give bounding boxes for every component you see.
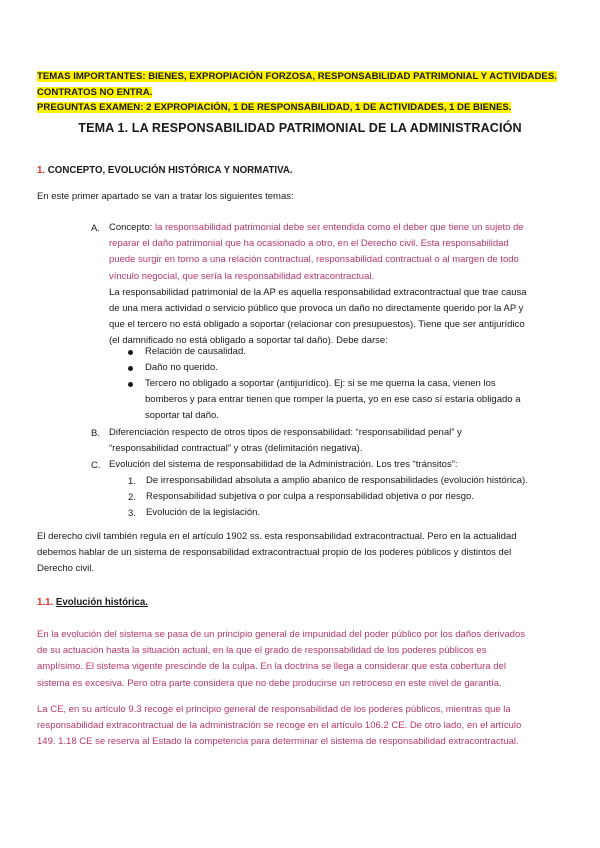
section-1-1-heading <box>37 597 148 608</box>
item-a-definition <box>109 220 559 350</box>
item-a-pink-line: puede surgir en torno a una relación contractual, responsabilidad contractual o al margen de todo <box>109 254 519 266</box>
paragraph-line: debemos hablar de un sistema de responsabilidad extracontractual propio de los poderes públicos y distintos del <box>37 547 512 559</box>
bullet-text: Relación de causalidad. <box>145 346 246 357</box>
paragraph-line: El derecho civil también regula en el artículo 1902 ss. esta responsabilidad extracontractual. Pero en la actualidad <box>37 531 517 542</box>
item-a-body-line: (el damnificado no está obligado a soportar tal daño). Debe darse: <box>109 335 388 347</box>
item-c-sub-number: 3. <box>128 508 136 519</box>
paragraph-line: La CE, en su artículo 9.3 recoge el principio general de responsabilidad de los poderes públicos, mientras que la <box>37 704 511 715</box>
paragraph-line: sistema es excesiva. Pero otra parte considera que no debe producirse un retroceso en este nivel de garantía. <box>37 677 502 689</box>
bullet-text: Daño no querido. <box>145 362 218 373</box>
section-1-1-number: 1.1. <box>37 597 54 608</box>
item-a-body-line: que el tercero no está obligado a soportar (relacionar con presupuestos). Tiene que ser antijurídico <box>109 319 525 331</box>
civil-law-paragraph <box>37 529 560 578</box>
notes-line-2: CONTRATOS NO ENTRA. <box>37 86 153 98</box>
section-1-number: 1. <box>37 165 46 176</box>
item-b-text <box>109 425 559 457</box>
item-a-body-line: La responsabilidad patrimonial de la AP es aquella responsabilidad extracontractual que trae causa <box>109 286 527 298</box>
item-a-pink-line: reparar el daño patrimonial que ha ocasionado a otro, en el Derecho civil. Esta responsabilidad <box>109 238 509 250</box>
item-a-body-line: de una mera actividad o servicio público que provoca un daño no directamente querido por la AP y <box>109 303 524 315</box>
item-c-sub-text: Evolución de la legislación. <box>146 507 261 518</box>
bullet-icon <box>128 350 133 355</box>
item-b-line: “responsabilidad contractual” y otras (delimitación negativa). <box>109 443 363 455</box>
intro-text: En este primer apartado se van a tratar los siguientes temas: <box>37 191 294 202</box>
item-c-sub-number: 1. <box>128 476 136 487</box>
bullet-icon <box>128 366 133 371</box>
notes-line-1: TEMAS IMPORTANTES: BIENES, EXPROPIACIÓN FORZOSA, RESPONSABILIDAD PATRIMONIAL Y ACTIVIDADES. <box>37 71 557 82</box>
bullet-text <box>145 376 559 425</box>
section-1-1-title: Evolución histórica. <box>55 597 148 608</box>
item-a-pink-line: la responsabilidad patrimonial debe ser entendida como el deber que tiene un sujeto de <box>154 222 524 233</box>
section-1-title: CONCEPTO, EVOLUCIÓN HISTÓRICA Y NORMATIVA. <box>47 165 293 176</box>
bullet-line: Tercero no obligado a soportar (antijurídico). Ej: si se me quema la casa, vienen los <box>145 378 496 389</box>
item-c-sub-text: Responsabilidad subjetiva o por culpa a responsabilidad objetiva o por riesgo. <box>146 491 474 502</box>
section-1-heading <box>37 165 293 176</box>
bullet-line: soportar tal daño. <box>145 410 219 422</box>
paragraph-line: amplísimo. El sistema vigente prescinde de la culpa. En la doctrina se llega a considerar que esta cobertura del <box>37 661 506 673</box>
item-a-label: Concepto: <box>109 222 155 233</box>
highlighted-notes <box>37 69 557 116</box>
paragraph-line: 149. 1.18 CE se reserva al Estado la competencia para determinar el sistema de responsabilidad extracontractual. <box>37 736 519 748</box>
item-c-sub-number: 2. <box>128 492 136 503</box>
paragraph-line: responsabilidad extracontractual de la administración se recoge en el artículo 106.2 CE. De otro lado, en el artículo <box>37 720 522 732</box>
item-a-pink-line: vínculo negocial, que sería la responsabilidad extracontractual. <box>109 270 375 282</box>
paragraph-line: de su actuación hasta la situación actual, en la que el grado de responsabilidad de los poderes públicos es <box>37 645 487 657</box>
item-b-marker: B. <box>91 428 100 439</box>
constitution-paragraph <box>37 702 560 751</box>
paragraph-line: Derecho civil. <box>37 563 95 575</box>
bullet-line: bomberos y para entrar tienen que romper la puerta, yo en ese caso sí estaría obligado a <box>145 394 521 406</box>
item-b-line: Diferenciación respecto de otros tipos de responsabilidad: “responsabilidad penal” y <box>109 427 462 438</box>
item-c-sub-text: De irresponsabilidad absoluta a amplio abanico de responsabilidades (evolución histórica). <box>146 475 528 486</box>
evolution-paragraph <box>37 627 560 692</box>
paragraph-line: En la evolución del sistema se pasa de un principio general de impunidad del poder público por los daños derivados <box>37 629 525 640</box>
bullet-icon <box>128 382 133 387</box>
item-c-marker: C. <box>91 460 101 471</box>
item-c-text: Evolución del sistema de responsabilidad de la Administración. Los tres “tránsitos”: <box>109 459 458 470</box>
document-title: TEMA 1. LA RESPONSABILIDAD PATRIMONIAL DE LA ADMINISTRACIÓN <box>78 121 522 135</box>
notes-line-3: PREGUNTAS EXAMEN: 2 EXPROPIACIÓN, 1 DE RESPONSABILIDAD, 1 DE ACTIVIDADES, 1 DE BIENES. <box>37 102 512 113</box>
item-a-marker: A. <box>91 223 100 234</box>
